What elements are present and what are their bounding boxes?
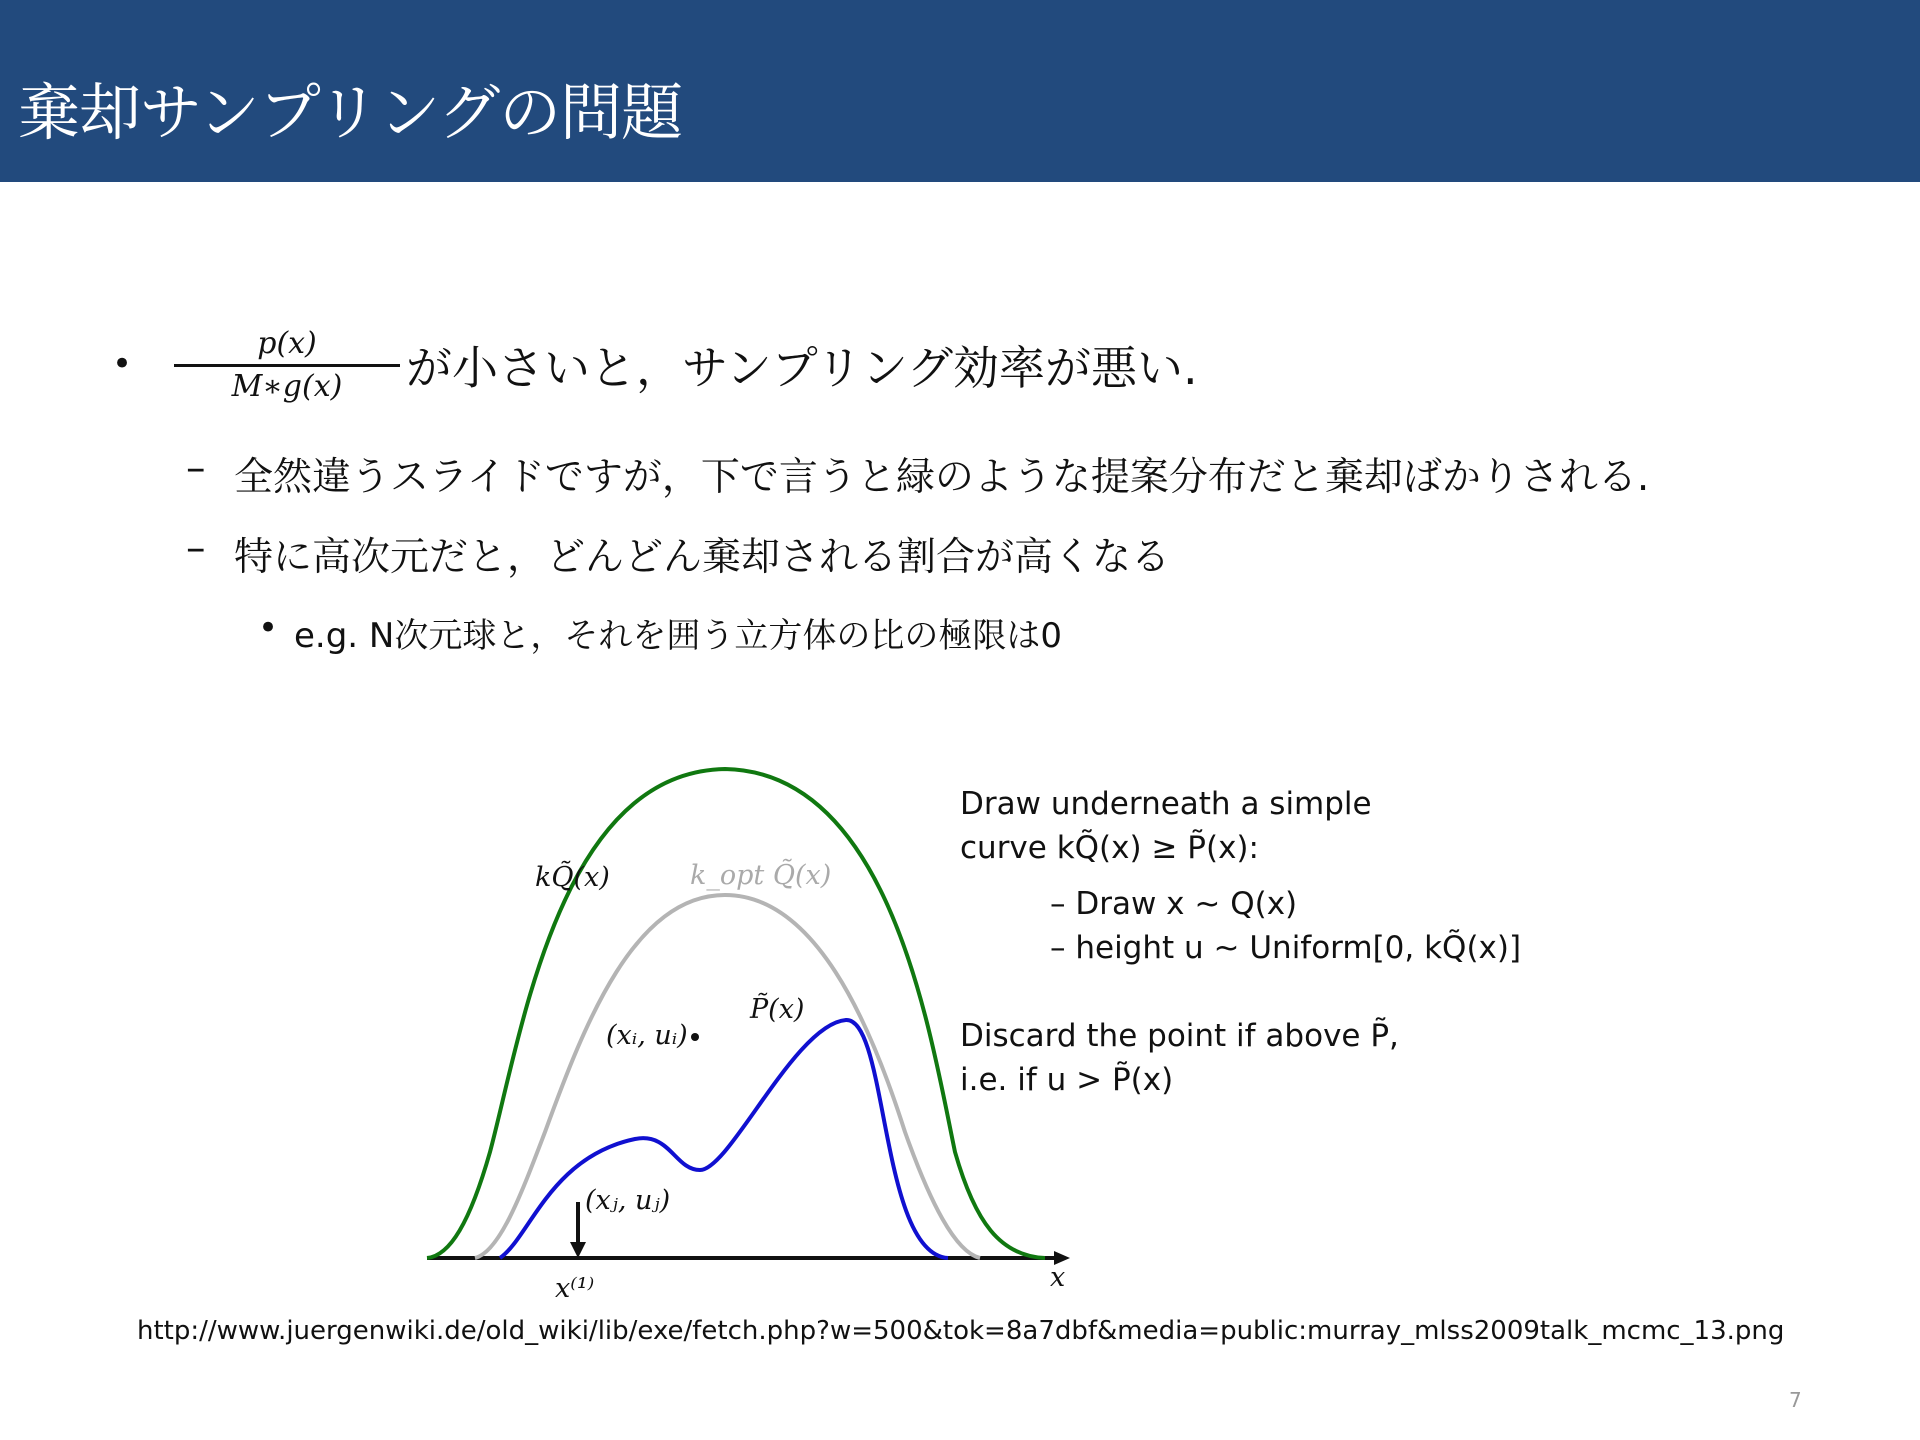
bullet-dash: – (186, 446, 206, 491)
x1-arrow-head (570, 1242, 586, 1258)
label-kQ: kQ̃(x) (535, 862, 610, 893)
bullet-sub-1-text: 全然違うスライドですが，下で言うと緑のような提案分布だと棄却ばかりされる. (234, 455, 1650, 500)
bullet-subsub-1-text: e.g. N次元球と，それを囲う立方体の比の極限は0 (294, 616, 1062, 656)
bullet-dash: – (186, 526, 206, 571)
bullet-main (112, 326, 1612, 416)
label-xi-ui: (xᵢ, uᵢ) (606, 1020, 688, 1051)
fraction-denominator: M∗g(x) (231, 369, 343, 404)
bullet-sub-2-text: 特に高次元だと，どんどん棄却される割合が高くなる (234, 535, 1171, 580)
slide-title: 棄却サンプリングの問題 (18, 76, 683, 149)
sample-point-i (691, 1033, 699, 1041)
label-xj-uj: (xⱼ, uⱼ) (585, 1185, 671, 1216)
text-line-2: curve kQ̃(x) ≥ P̃(x): (960, 830, 1259, 866)
fraction (168, 326, 406, 405)
page-number: 7 (1789, 1388, 1802, 1412)
kQ-curve (427, 769, 1045, 1258)
label-P: P̃(x) (750, 994, 805, 1025)
text-line-4: – height u ∼ Uniform[0, kQ̃(x)] (1050, 930, 1522, 966)
text-line-1: Draw underneath a simple (960, 786, 1372, 822)
text-line-3: – Draw x ∼ Q(x) (1050, 886, 1298, 922)
bullet-main-text: が小さいと，サンプリング効率が悪い. (406, 341, 1198, 395)
bullet-dot: • (258, 608, 279, 648)
P-curve (500, 1020, 948, 1258)
source-url: http://www.juergenwiki.de/old_wiki/lib/exe/fetch.php?w=500&tok=8a7dbf&media=public:murray_mlss2009talk_mcmc_13.png (137, 1316, 1785, 1346)
fraction-bar (174, 364, 400, 367)
rejection-sampling-figure (410, 752, 1560, 1322)
label-x-axis: x (1050, 1262, 1066, 1293)
title-bar (0, 0, 1920, 182)
bullet-dot: • (112, 344, 133, 384)
label-kopt-Q: k_opt Q̃(x) (690, 860, 832, 891)
fraction-numerator: p(x) (257, 326, 317, 361)
text-line-6: i.e. if u > P̃(x) (960, 1062, 1174, 1098)
text-line-5: Discard the point if above P̃, (960, 1018, 1399, 1054)
label-x1: x⁽¹⁾ (555, 1273, 595, 1304)
